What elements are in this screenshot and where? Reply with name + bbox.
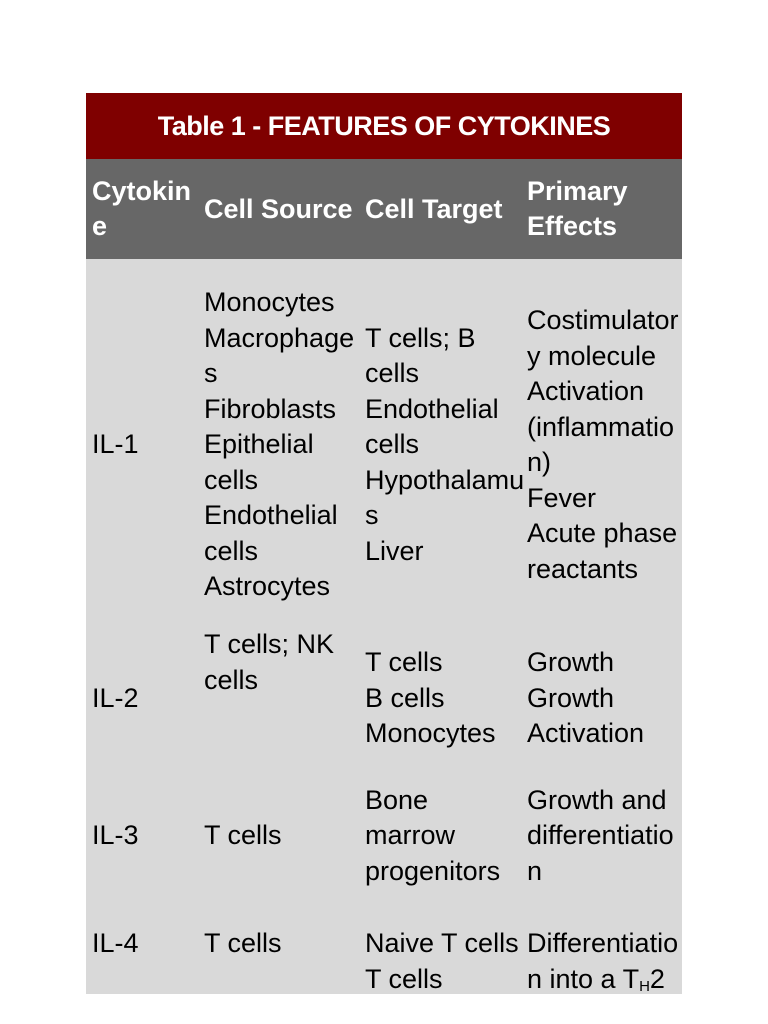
header-cell-source: Cell Source — [204, 193, 353, 224]
primary-effects-line — [527, 962, 682, 1005]
header-cytokine: Cytokin e — [92, 176, 192, 241]
cytokine-cell: IL-3 — [92, 820, 139, 851]
primary-effects-text: 2 — [649, 963, 665, 994]
cytokine-cell: IL-4 — [92, 928, 139, 958]
cell-target-cell: T cells B cells Monocytes — [365, 647, 496, 749]
cell-source-cell: T cells — [204, 820, 282, 851]
table-row — [86, 631, 682, 766]
primary-effects-text: n into a T — [527, 963, 640, 994]
cell-source-cell: T cells; NK cells — [204, 629, 335, 695]
cell-target-cell: Naive T cells T cells — [365, 928, 519, 994]
table-row — [86, 259, 682, 631]
table-title: Table 1 - FEATURES OF CYTOKINES — [86, 93, 682, 159]
primary-effects-cell: Growth and differentiatio n — [527, 784, 674, 886]
primary-effects-line: Differentiatio — [527, 928, 679, 958]
cell-target-cell: T cells; B cells Endothelial cells Hypothalamu s Liver — [365, 322, 525, 566]
primary-effects-cell: Growth Growth Activation — [527, 647, 645, 749]
cell-source-cell: Monocytes Macrophage s Fibroblasts Epithelial cells Endothelial cells Astrocytes — [204, 287, 355, 602]
cytokine-cell: IL-2 — [92, 682, 139, 713]
table-row — [86, 906, 682, 994]
table-row — [86, 766, 682, 906]
cytokine-cell: IL-1 — [92, 429, 139, 460]
th-subscript: H — [639, 977, 650, 995]
header-primary-effects: Primary Effects — [527, 176, 628, 241]
cell-source-cell: T cells — [204, 928, 282, 958]
cytokine-table — [86, 93, 682, 994]
table-body — [86, 259, 682, 994]
header-cell-target: Cell Target — [365, 193, 503, 224]
primary-effects-cell — [521, 926, 682, 1004]
table-header-row — [86, 159, 682, 259]
cell-target-cell: Bone marrow progenitors — [365, 784, 501, 886]
primary-effects-cell: Costimulator y molecule Activation (inflammatio n) Fever Acute phase reactants — [527, 305, 679, 584]
